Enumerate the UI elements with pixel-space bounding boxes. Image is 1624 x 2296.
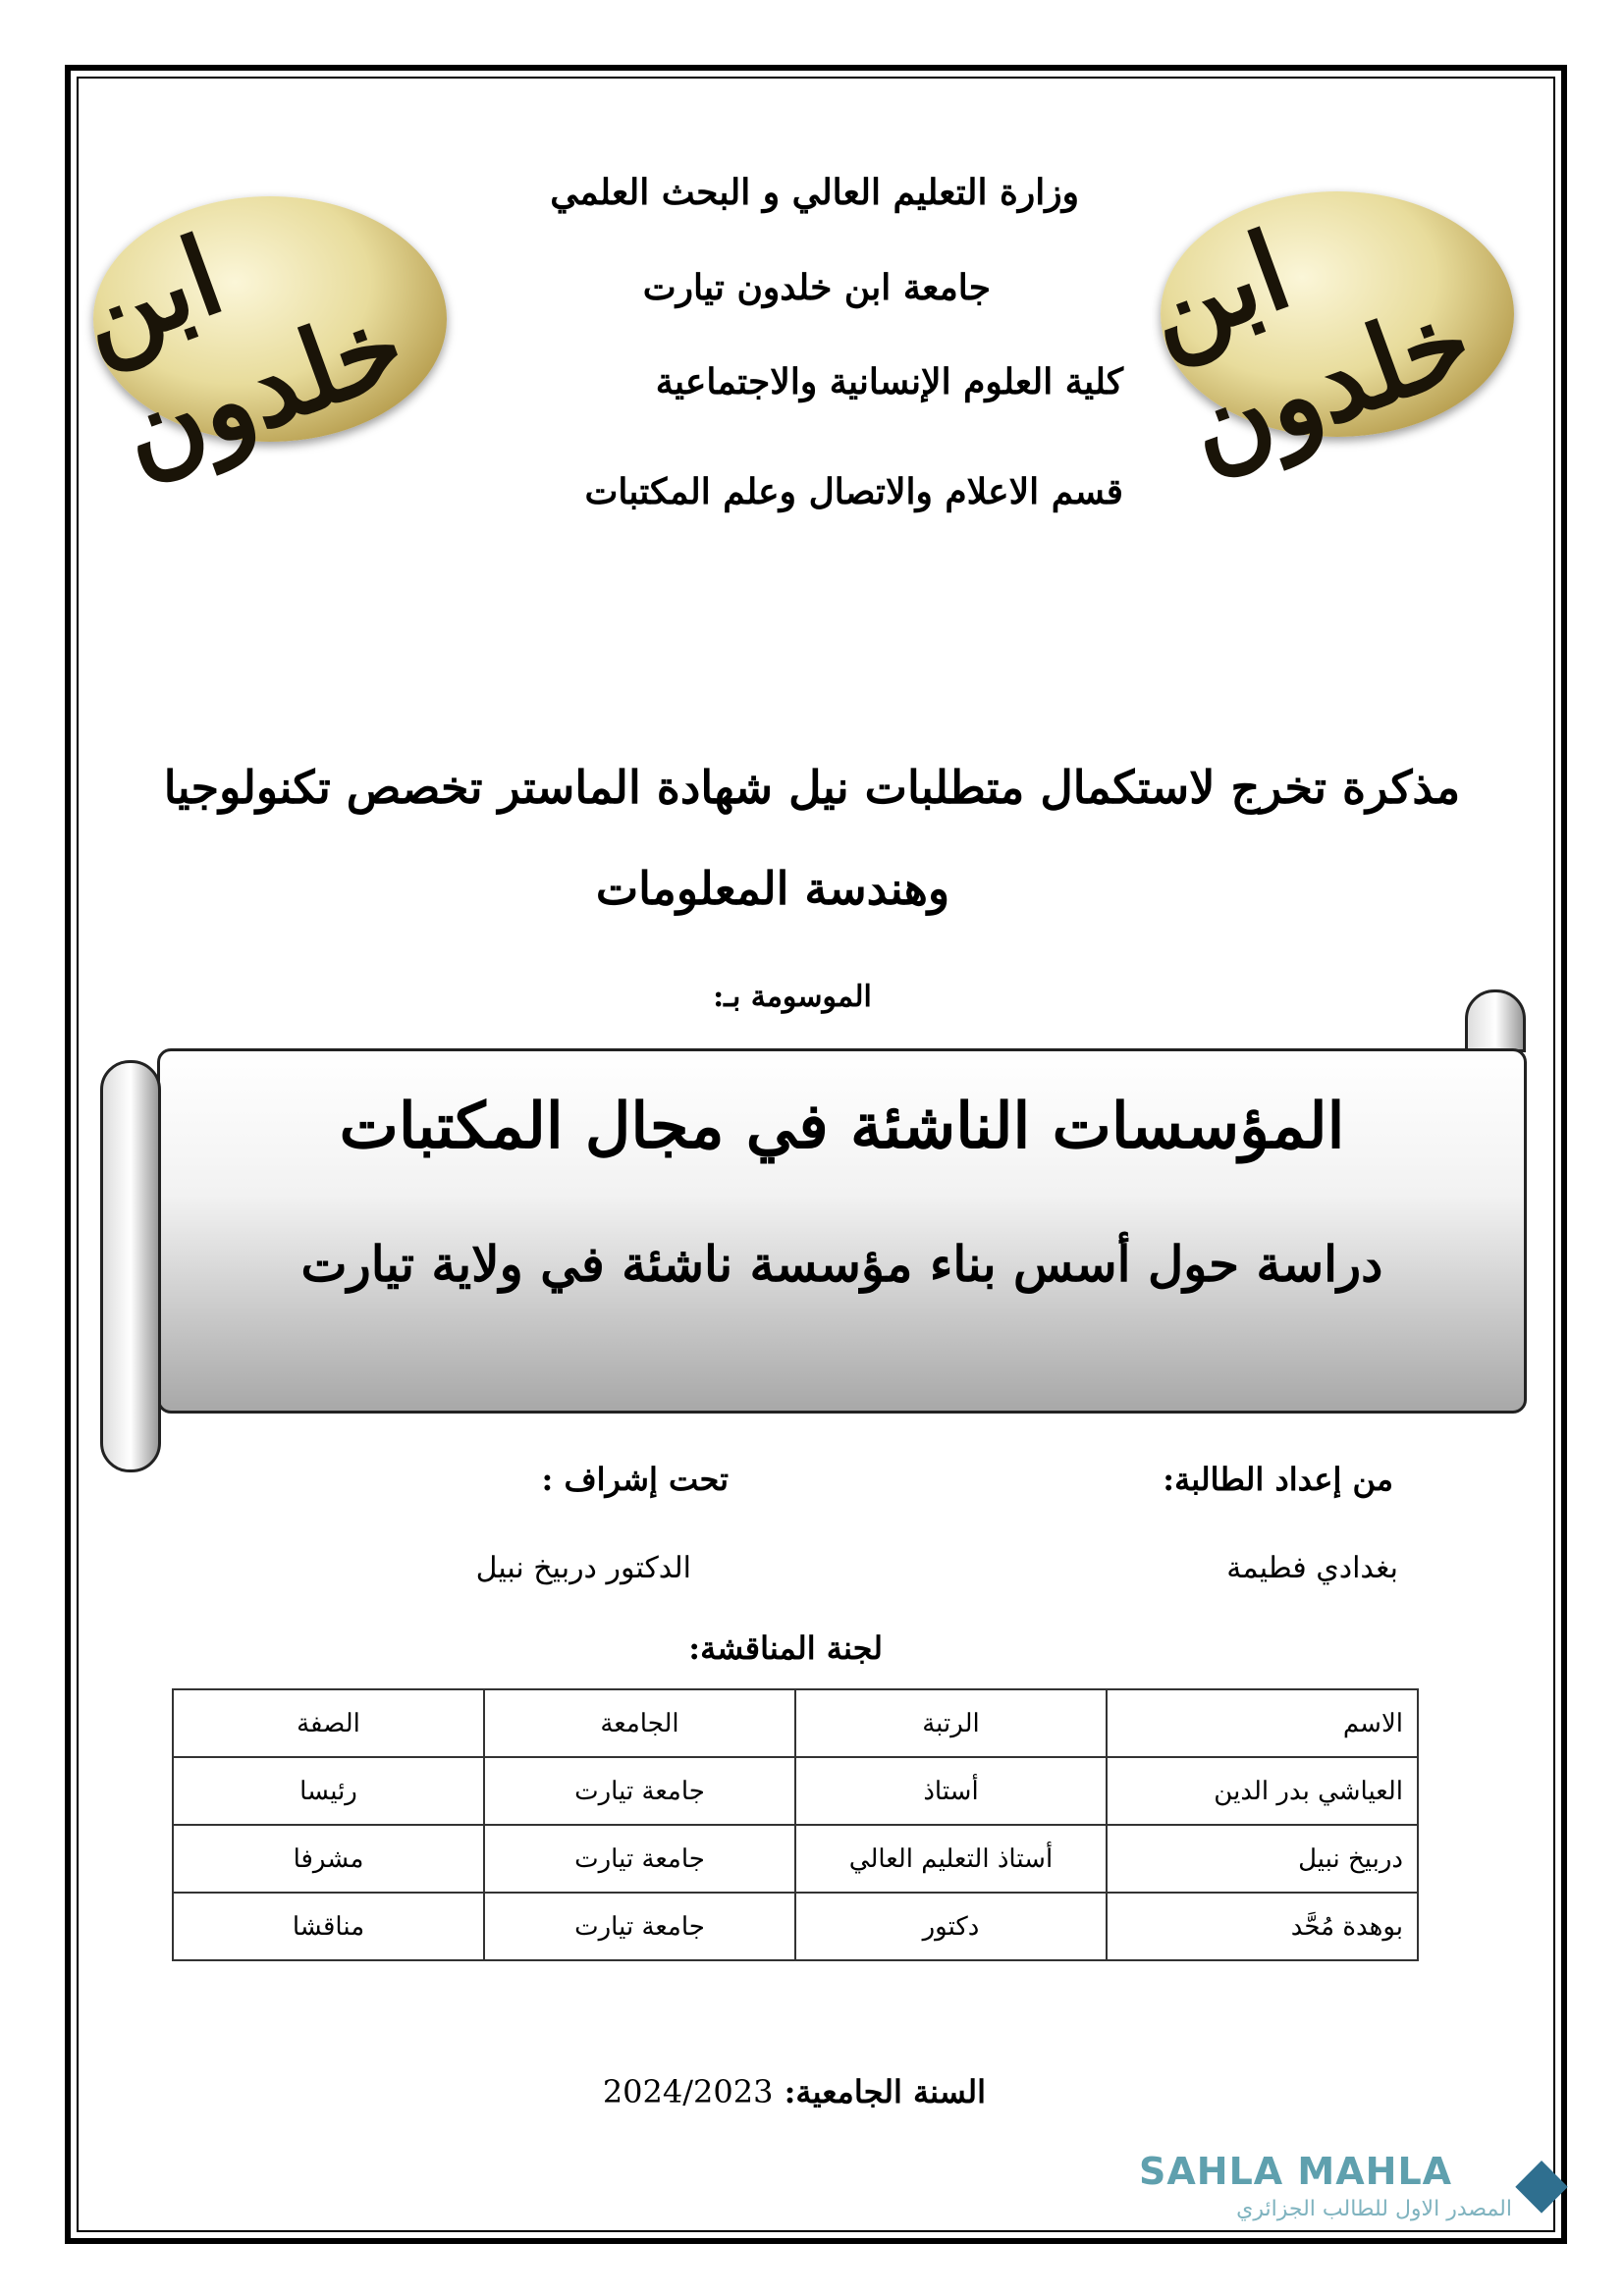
scroll-roll-left: [100, 1060, 161, 1472]
university-logo-right: ابن خلدون: [1161, 191, 1514, 437]
member-role: مشرفا: [173, 1825, 484, 1893]
member-name: بوهدة مُحَّد: [1107, 1893, 1418, 1960]
header-name: الاسم: [1107, 1689, 1418, 1757]
supervision-label: تحت إشراف :: [541, 1461, 729, 1498]
member-name: العياشي بدر الدين: [1107, 1757, 1418, 1825]
faculty-name: كلية العلوم الإنسانية والاجتماعية: [655, 361, 1123, 402]
titled-label: الموسومة بـ:: [713, 980, 872, 1014]
ministry-name: وزارة التعليم العالي و البحث العلمي: [550, 172, 1079, 213]
member-university: جامعة تيارت: [484, 1825, 795, 1893]
watermark-brand: SAHLA MAHLA: [1139, 2150, 1453, 2193]
committee-label: لجنة المناقشة:: [688, 1629, 883, 1667]
member-rank: أستاذ التعليم العالي: [795, 1825, 1107, 1893]
member-role: مناقشا: [173, 1893, 484, 1960]
member-university: جامعة تيارت: [484, 1893, 795, 1960]
watermark-logo-icon: ◆: [1515, 2141, 1568, 2221]
table-header-row: [173, 1689, 1418, 1757]
member-rank: دكتور: [795, 1893, 1107, 1960]
scroll-roll-top: [1465, 989, 1526, 1052]
university-name: جامعة ابن خلدون تيارت: [642, 267, 991, 308]
table-row: [173, 1825, 1418, 1893]
header-rank: الرتبة: [795, 1689, 1107, 1757]
academic-year-value: 2024/2023: [602, 2073, 774, 2110]
department-name: قسم الاعلام والاتصال وعلم المكتبات: [584, 471, 1123, 512]
thesis-subtitle: دراسة حول أسس بناء مؤسسة ناشئة في ولاية تيارت: [300, 1235, 1383, 1293]
committee-table: [172, 1688, 1419, 1961]
thesis-description-line2: وهندسة المعلومات: [595, 862, 950, 915]
academic-year-label: السنة الجامعية:: [784, 2073, 986, 2110]
table-row: [173, 1893, 1418, 1960]
prepared-by-label: من إعداد الطالبة:: [1163, 1461, 1393, 1498]
member-name: دربيخ نبيل: [1107, 1825, 1418, 1893]
thesis-title: المؤسسات الناشئة في مجال المكتبات: [339, 1090, 1345, 1163]
supervisor-name: الدكتور دربيخ نبيل: [475, 1551, 691, 1585]
university-logo-left: ابن خلدون: [93, 196, 447, 442]
member-rank: أستاذ: [795, 1757, 1107, 1825]
header-university: الجامعة: [484, 1689, 795, 1757]
member-university: جامعة تيارت: [484, 1757, 795, 1825]
header-role: الصفة: [173, 1689, 484, 1757]
thesis-description-line1: مذكرة تخرج لاستكمال متطلبات نيل شهادة الماستر تخصص تكنولوجيا: [163, 761, 1461, 814]
student-name: بغدادي فطيمة: [1226, 1551, 1398, 1585]
watermark-tagline: المصدر الاول للطالب الجزائري: [1236, 2197, 1512, 2221]
member-role: رئيسا: [173, 1757, 484, 1825]
table-row: [173, 1757, 1418, 1825]
academic-year: [603, 2073, 986, 2110]
